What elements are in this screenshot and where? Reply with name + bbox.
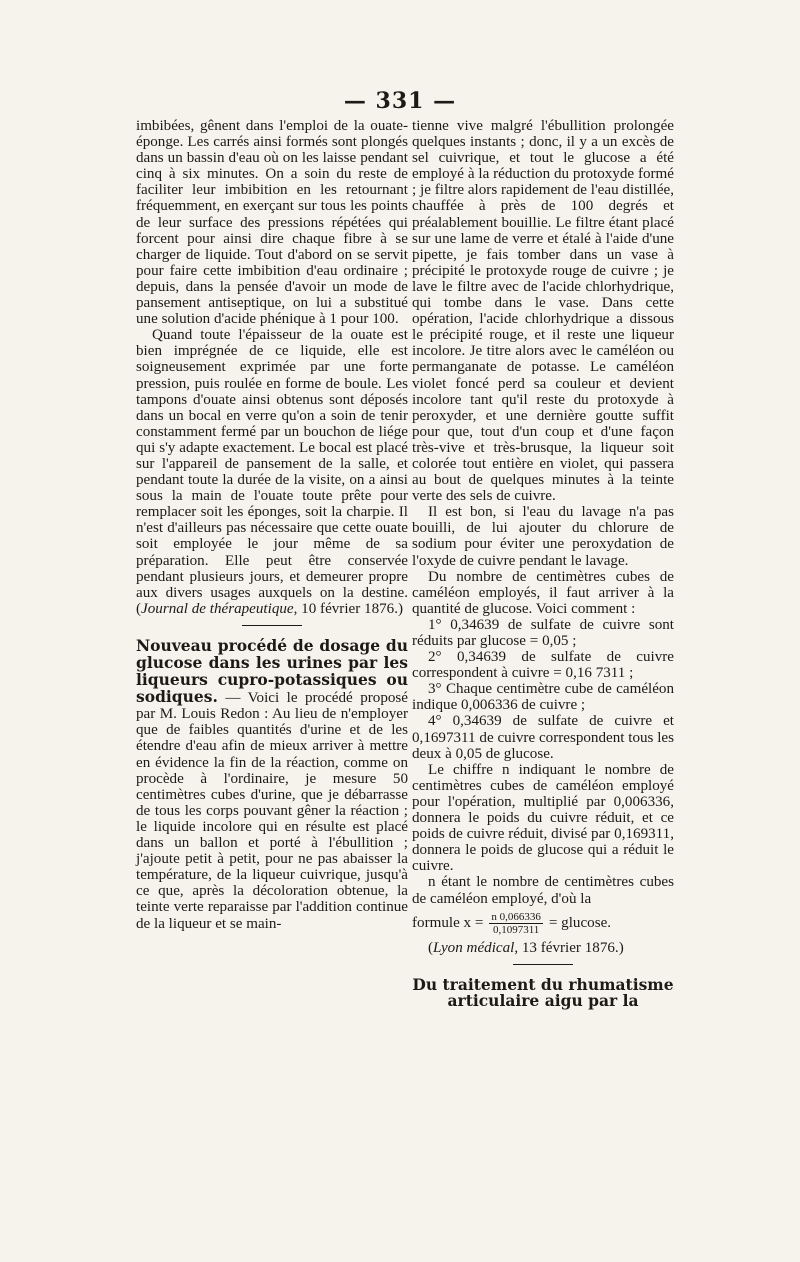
list-item: 4° 0,34639 de sulfate de cuivre et 0,1697311 de cuivre correspondent tous les deux à 0,05 de glucose. [412, 713, 674, 762]
citation: (Lyon médical, 13 février 1876.) [428, 939, 624, 956]
paragraph: imbibées, gênent dans l'emploi de la ouate-éponge. Les carrés ainsi formés sont plongés dans un bassin d'eau où on les laisse pendant cinq à six minutes. On a soin du reste de faciliter leur imbibition en les retournant fréquemment, en exerçant sur tous les points de leur surface des pressions répétées qui forcent pour ainsi dire chaque fibre à se charger de liquide. Tout d'abord on se servit pour faire cette imbibition d'eau ordinaire ; depuis, dans la pensée d'avoir un mode de pansement antiseptique, on lui a substitué une solution d'acide phénique à 1 pour 100. [136, 118, 408, 328]
formula-result: = glucose. [548, 915, 612, 932]
paragraph: n étant le nombre de centimètres cubes de caméléon employé, d'où la [412, 874, 674, 907]
left-column [136, 118, 408, 932]
paragraph: Il est bon, si l'eau du lavage n'a pas bouilli, de lui ajouter du chlorure de sodium pour éviter une peroxydation de l'oxyde de cuivre pendant le lavage. [412, 504, 674, 569]
page-number: — 331 — [343, 88, 457, 114]
formula [412, 911, 674, 936]
citation-source: Lyon médical [433, 939, 515, 956]
section-paragraph [136, 635, 408, 932]
formula-label: formule x = [412, 915, 484, 932]
list-item: 3° Chaque centimètre cube de caméléon indique 0,006336 de cuivre ; [412, 681, 674, 714]
formula-denominator: 0,1097311 [492, 923, 540, 936]
section-heading: Nouveau procédé de dosage du glucose dans les urines par les liqueurs cupro-potassiques ou sodiques. [136, 635, 408, 707]
right-column [412, 118, 674, 1010]
list-item: 1° 0,34639 de sulfate de cuivre sont réduits par glucose = 0,05 ; [412, 616, 674, 649]
list-item: 2° 0,34639 de sulfate de cuivre correspondent à cuivre = 0,16 7311 ; [412, 649, 674, 682]
paragraph: Du nombre de centimètres cubes de caméléon employés, il faut arriver à la quantité de glucose. Voici comment : [412, 568, 674, 617]
citation-source: Journal de thérapeutique [141, 600, 294, 617]
citation-date: , 13 février 1876.) [514, 939, 624, 956]
next-section-heading: Du traitement du rhumatisme articulaire aigu par la [412, 974, 674, 1011]
divider [513, 964, 573, 965]
divider [242, 625, 302, 626]
formula-numerator: n 0,066336 [491, 910, 541, 923]
formula-fraction [489, 911, 543, 936]
paragraph: Le chiffre n indiquant le nombre de centimètres cubes de caméléon employé pour l'opération, multiplié par 0,006336, donnera le poids du cuivre réduit, et ce poids de cuivre réduit, divisé par 0,169311, donnera le poids de glucose qui a réduit le cuivre. [412, 761, 674, 875]
paragraph: Quand toute l'épaisseur de la ouate est bien imprégnée de ce liquide, elle est soigneusement exprimée par une forte pression, puis roulée en forme de boule. Les tampons d'ouate ainsi obtenus sont déposés dans un bocal en verre qu'on a soin de tenir constamment fermé par un bouchon de liége qui s'y adapte exactement. Le bocal est placé sur l'appareil de pansement de la salle, et pendant toute la durée de la visite, on a ainsi sous la main de l'ouate toute prête pour remplacer soit les éponges, soit la charpie. Il n'est d'ailleurs pas nécessaire que cette ouate soit employée le jour même de sa préparation. Elle peut être conservée pendant plusieurs jours, et demeurer propre aux divers usages auxquels on la destine. (Journal de thérapeutique, 10 février 1876.) [136, 327, 408, 617]
citation-date: , 10 février 1876.) [293, 600, 404, 617]
paragraph: tienne vive malgré l'ébullition prolongée quelques instants ; donc, il y a un excès de sel cuivrique, et tout le glucose a été employé à la réduction du protoxyde formé ; je filtre alors rapidement de l'eau distillée, chauffée à près de 100 degrés et préalablement bouillie. Le filtre étant placé sur une lame de verre et étalé à l'aide d'une pipette, je fais tomber dans un vase à précipité le protoxyde rouge de cuivre ; je lave le filtre avec de l'acide chlorhydrique, qui tombe dans le vase. Dans cette opération, l'acide chlorhydrique a dissous le précipité rouge, et il reste une liqueur incolore. Je titre alors avec le caméléon ou permanganate de potasse. Le caméléon violet foncé perd sa couleur et devient incolore tant qu'il reste du protoxyde à peroxyder, et une dernière goutte suffit pour que, tout d'un coup et d'une façon très-vive et très-brusque, la liqueur soit colorée tout entière en violet, qui passera au bout de quelques minutes à la teinte verte des sels de cuivre. [412, 118, 674, 505]
section-intro: — Voici le procédé proposé par M. Louis Redon : Au lieu de n'employer que de faibles quantités d'urine et de les étendre d'eau afin de mieux arriver à mettre en évidence la fin de la réaction, comme on procède à l'ordinaire, je mesure 50 centimètres cubes d'urine, que je débarrasse de tous les corps pouvant gêner la réaction ; le liquide incolore qui en résulte est placé dans un ballon et porté à l'ébullition ; j'ajoute petit à petit, pour ne pas abaisser la température, de la liqueur cuivrique, jusqu'à ce que, après la décoloration obtenue, la teinte verte reparaisse par l'addition continue de la liqueur et se main- [136, 690, 408, 932]
